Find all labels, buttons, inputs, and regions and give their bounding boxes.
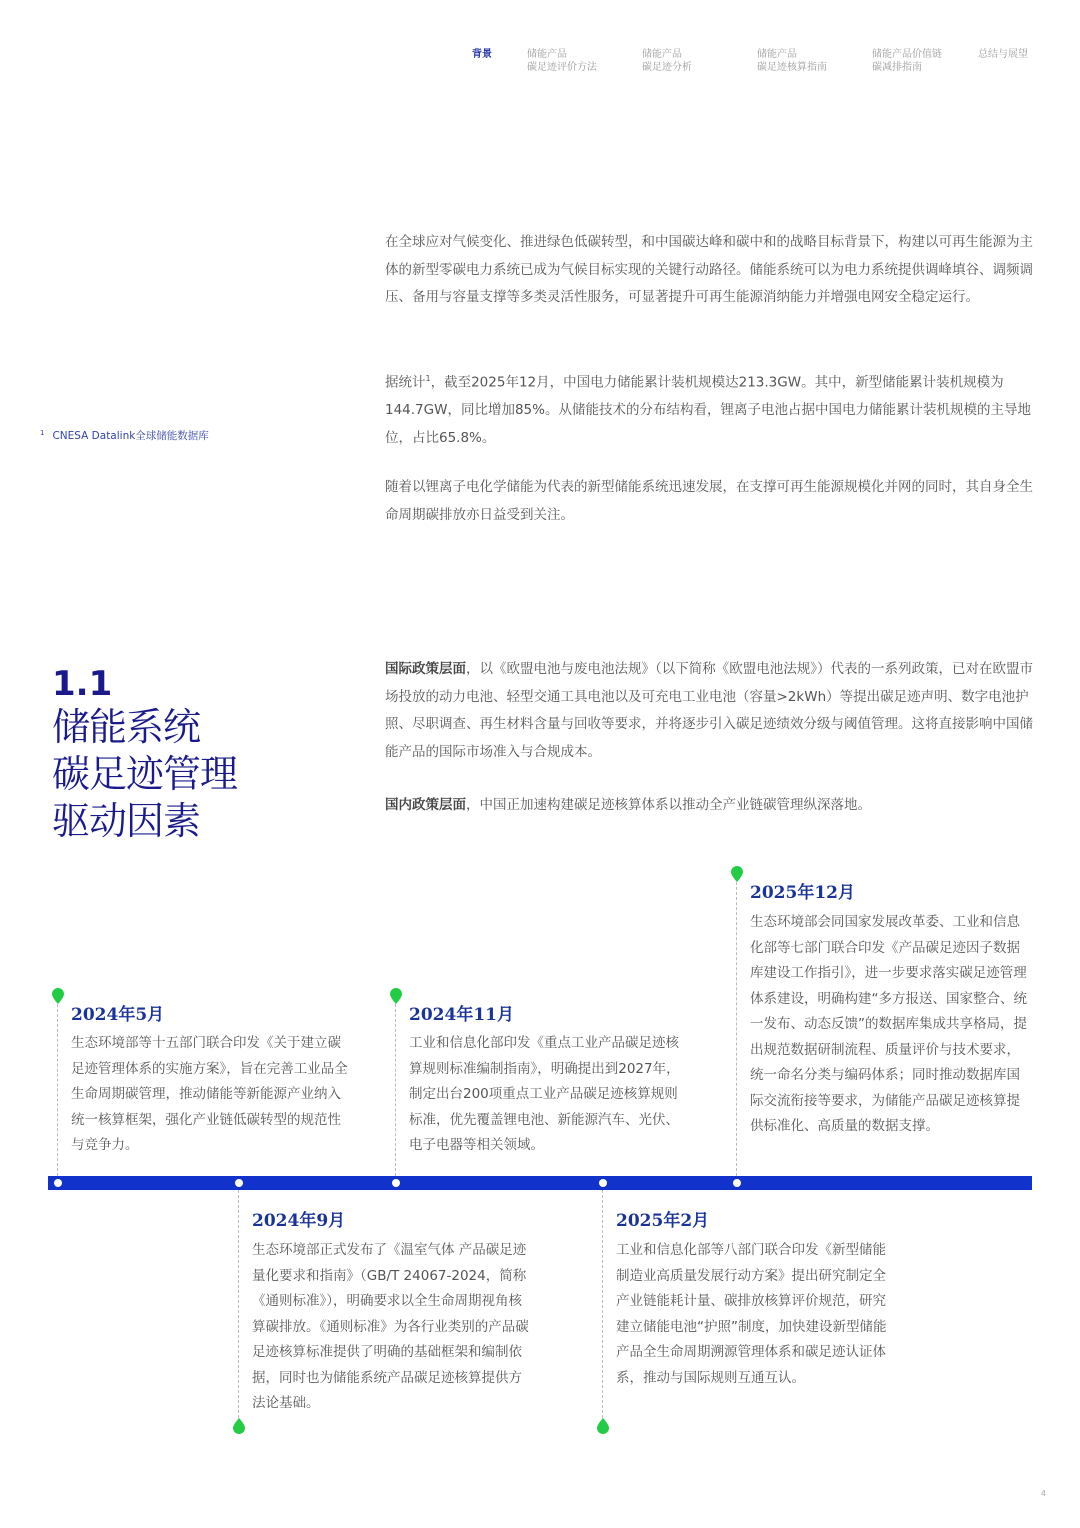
footnote [40, 428, 209, 443]
nav-item-label: 储能产品 [757, 49, 797, 60]
location-pin-icon [233, 1418, 245, 1434]
paragraph-text [385, 656, 1035, 766]
nav-item-evaluation-method[interactable] [527, 48, 597, 74]
nav-item-footprint-analysis[interactable] [642, 48, 692, 74]
footnote-marker: 1 [40, 428, 45, 437]
intro-paragraph-2 [385, 365, 1035, 452]
text-span: 据统计 [385, 374, 426, 391]
policy-label: 国内政策层面 [385, 797, 466, 813]
intro-paragraph-1 [385, 229, 1035, 312]
timeline-dot [733, 1179, 741, 1187]
nav-item-value-chain-guide[interactable] [872, 48, 942, 74]
nav-item-summary[interactable] [978, 48, 1028, 61]
nav-item-label: 背景 [472, 49, 492, 60]
timeline-event-date: 2024年9月 [252, 1211, 346, 1231]
paragraph-text [385, 365, 1035, 452]
timeline-connector [238, 1190, 239, 1418]
timeline-dot [599, 1179, 607, 1187]
text-span: ，截至2025年12月，中国电力储能累计装机规模达213.3GW。其中，新型储能累计装机规模为144.7GW，同比增加85%。从储能技术的分布结构看，锂离子电池占据中国电力储能累计装机规模的主导地位，占比65.8%。 [385, 374, 1031, 446]
timeline-event-text: 工业和信息化部印发《重点工业产品碳足迹核算规则标准编制指南》，明确提出到2027年，制定出台200项重点工业产品碳足迹核算规则标准，优先覆盖锂电池、新能源汽车、光伏、电子电器等相关领域。 [409, 1035, 680, 1153]
text-span: ，中国正加速构建碳足迹核算体系以推动全产业链碳管理纵深落地。 [466, 797, 871, 813]
section-number: 1.1 [52, 664, 113, 704]
timeline-event-text: 生态环境部等十五部门联合印发《关于建立碳足迹管理体系的实施方案》，旨在完善工业品全生命周期碳管理，推动储能等新能源产业纳入统一核算框架，强化产业链低碳转型的规范性与竞争力。 [71, 1035, 348, 1153]
nav-item-accounting-guide[interactable] [757, 48, 827, 74]
timeline-event-date: 2024年5月 [71, 1005, 165, 1025]
nav-item-label: 储能产品 [527, 49, 567, 60]
section-title-line: 储能系统 [52, 705, 201, 749]
timeline-connector [57, 1004, 58, 1176]
nav-item-label: 总结与展望 [978, 49, 1028, 60]
timeline-dot [392, 1179, 400, 1187]
timeline-event-date: 2024年11月 [409, 1005, 514, 1025]
timeline-event-date: 2025年2月 [616, 1211, 710, 1231]
timeline-bar [48, 1176, 1032, 1190]
section-heading [52, 664, 237, 845]
footnote-ref[interactable]: 1 [425, 374, 431, 383]
timeline-connector [736, 882, 737, 1176]
nav-item-sublabel: 碳减排指南 [872, 62, 922, 73]
timeline-dot [235, 1179, 243, 1187]
intro-paragraph-3 [385, 474, 1035, 529]
paragraph-text [385, 792, 1035, 820]
nav-item-sublabel: 碳足迹核算指南 [757, 62, 827, 73]
timeline-event-text: 工业和信息化部等八部门联合印发《新型储能制造业高质量发展行动方案》提出研究制定全产业链能耗计量、碳排放核算评价规范，研究建立储能电池“护照”制度，加快建设新型储能产品全生命周期溯源管理体系和碳足迹认证体系，推动与国际规则互通互认。 [616, 1242, 887, 1386]
nav-item-background[interactable] [472, 48, 492, 61]
top-navigation [0, 48, 1080, 88]
paragraph-text: 随着以锂离子电化学储能为代表的新型储能系统迅速发展，在支撑可再生能源规模化并网的同时，其自身全生命周期碳排放亦日益受到关注。 [385, 479, 1033, 523]
section-title-line: 碳足迹管理 [52, 752, 238, 796]
text-span: ，以《欧盟电池与废电池法规》（以下简称《欧盟电池法规》）代表的一系列政策，已对在欧盟市场投放的动力电池、轻型交通工具电池以及可充电工业电池（容量>2kWh）等提出碳足迹声明、数字电池护照、尽职调查、再生材料含量与回收等要求，并将逐步引入碳足迹绩效分级与阈值管理。这将直接影响中国储能产品的国际市场准入与合规成本。 [385, 661, 1033, 760]
timeline-dot [54, 1179, 62, 1187]
timeline-connector [395, 1004, 396, 1176]
section-title-line: 驱动因素 [52, 799, 201, 843]
timeline-event-date: 2025年12月 [750, 883, 855, 903]
location-pin-icon [390, 988, 402, 1004]
policy-domestic [385, 792, 1035, 820]
policy-international [385, 656, 1035, 766]
nav-item-label: 储能产品 [642, 49, 682, 60]
policy-label: 国际政策层面 [385, 661, 466, 677]
timeline-event-text: 生态环境部会同国家发展改革委、工业和信息化部等七部门联合印发《产品碳足迹因子数据库建设工作指引》，进一步要求落实碳足迹管理体系建设，明确构建“多方报送、国家整合、统一发布、动态反馈”的数据库集成共享格局，提出规范数据研制流程、质量评价与技术要求，统一命名分类与编码体系；同时推动数据库国际交流衔接等要求，为储能产品碳足迹核算提供标准化、高质量的数据支撑。 [750, 914, 1027, 1134]
nav-item-sublabel: 碳足迹分析 [642, 62, 692, 73]
footnote-text: CNESA Datalink全球储能数据库 [52, 430, 209, 442]
nav-item-sublabel: 碳足迹评价方法 [527, 62, 597, 73]
location-pin-icon [597, 1418, 609, 1434]
location-pin-icon [52, 988, 64, 1004]
location-pin-icon [731, 866, 743, 882]
paragraph-text: 在全球应对气候变化、推进绿色低碳转型，和中国碳达峰和碳中和的战略目标背景下，构建以可再生能源为主体的新型零碳电力系统已成为气候目标实现的关键行动路径。储能系统可以为电力系统提供调峰填谷、调频调压、备用与容量支撑等多类灵活性服务，可显著提升可再生能源消纳能力并增强电网安全稳定运行。 [385, 234, 1033, 305]
page-number: 4 [1040, 1489, 1046, 1498]
timeline-connector [602, 1190, 603, 1418]
timeline-event-text: 生态环境部正式发布了《温室气体 产品碳足迹量化要求和指南》（GB/T 24067-2024，简称《通则标准》），明确要求以全生命周期视角核算碳排放。《通则标准》为各行业类别的产品碳足迹核算标准提供了明确的基础框架和编制依据，同时也为储能系统产品碳足迹核算提供方法论基础。 [252, 1242, 529, 1411]
nav-item-label: 储能产品价值链 [872, 49, 942, 60]
